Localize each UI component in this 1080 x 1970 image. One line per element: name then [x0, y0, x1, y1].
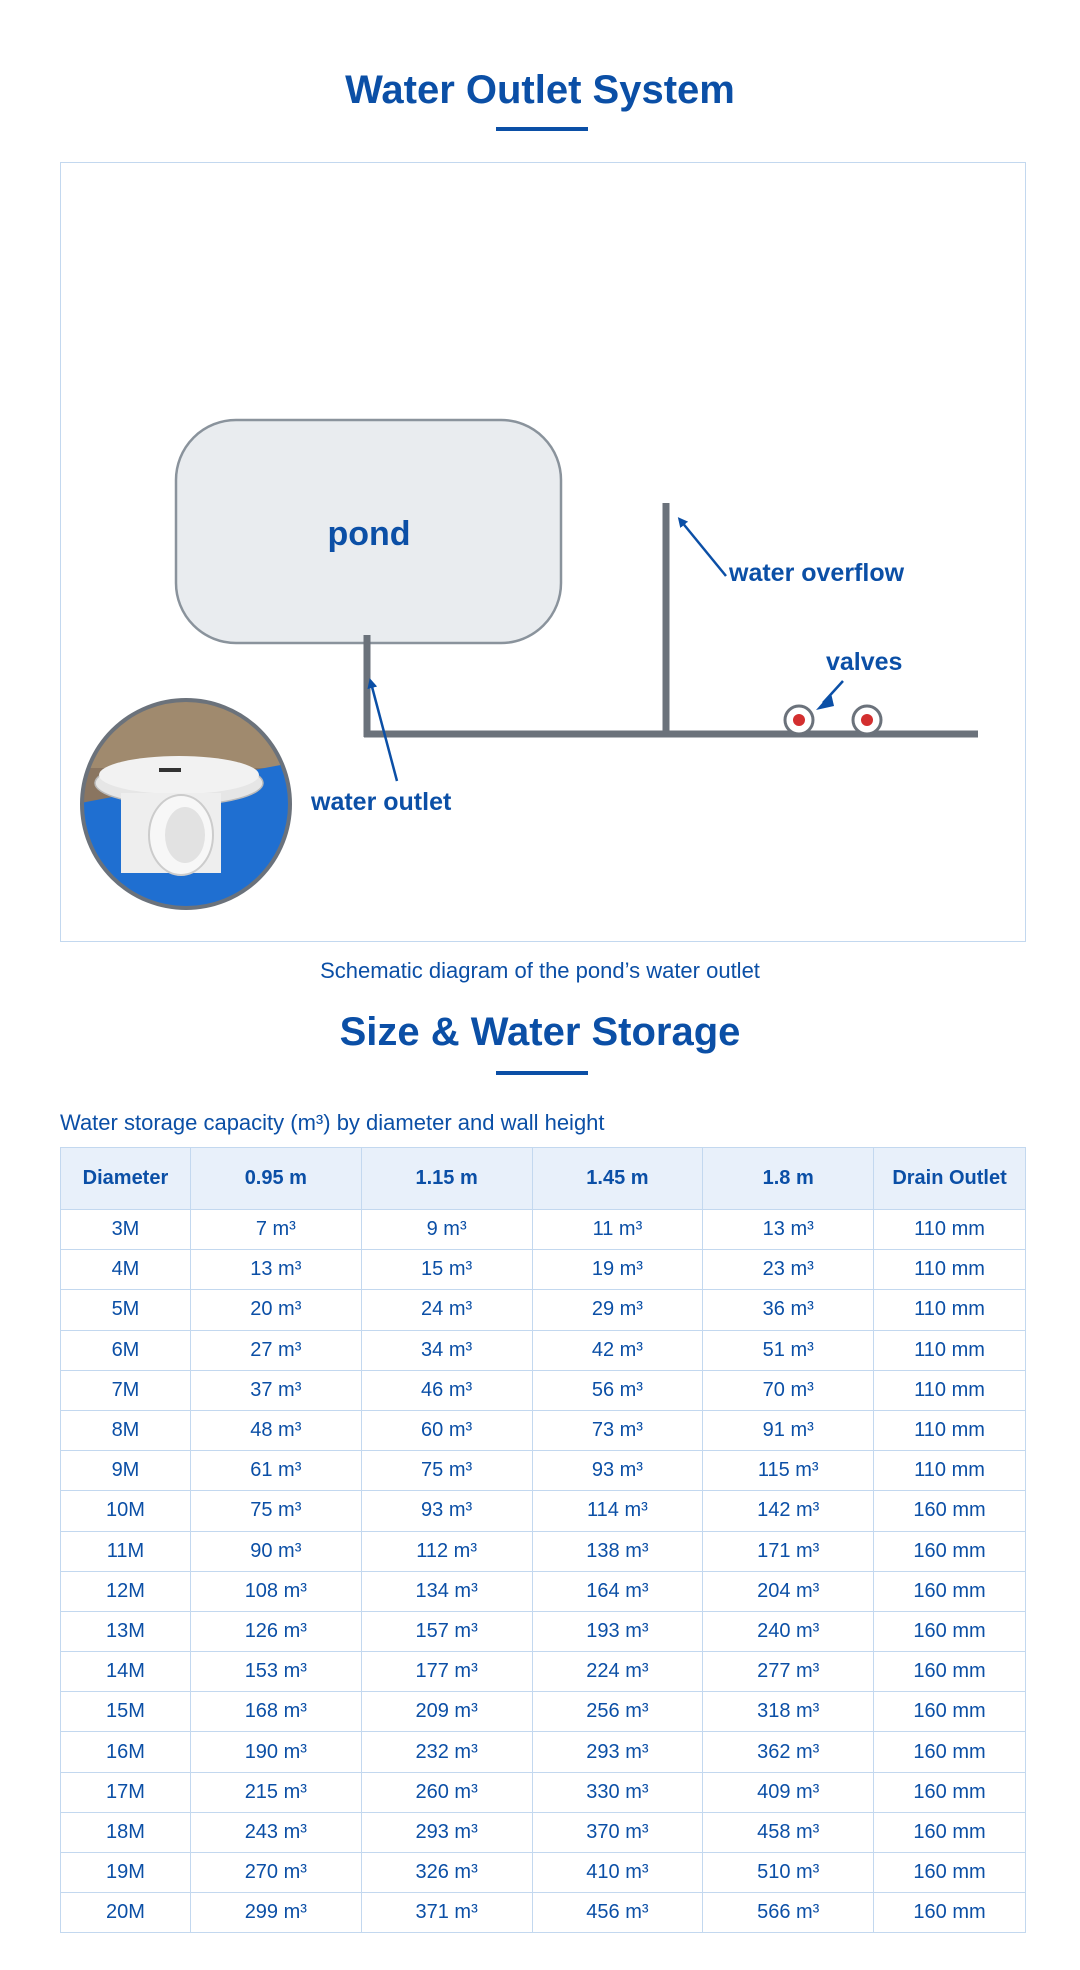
- drain-outlet-cell: 160 mm: [874, 1571, 1026, 1611]
- capacity-115-cell: 209 m³: [361, 1692, 532, 1732]
- outlet-diagram: [60, 162, 1026, 942]
- capacity-095-cell: 126 m³: [190, 1611, 361, 1651]
- table-row: [61, 1531, 1026, 1571]
- capacity-18-cell: 171 m³: [703, 1531, 874, 1571]
- capacity-115-cell: 93 m³: [361, 1491, 532, 1531]
- title-underline: [496, 1071, 588, 1075]
- capacity-145-cell: 42 m³: [532, 1330, 703, 1370]
- capacity-095-cell: 61 m³: [190, 1451, 361, 1491]
- capacity-18-cell: 91 m³: [703, 1410, 874, 1450]
- table-header-row: [61, 1148, 1026, 1210]
- diameter-cell: 12M: [61, 1571, 191, 1611]
- capacity-115-cell: 177 m³: [361, 1652, 532, 1692]
- table-row: [61, 1812, 1026, 1852]
- outlet-section-title: Water Outlet System: [345, 68, 735, 112]
- capacity-18-cell: 23 m³: [703, 1250, 874, 1290]
- drain-outlet-cell: 160 mm: [874, 1652, 1026, 1692]
- capacity-18-cell: 318 m³: [703, 1692, 874, 1732]
- capacity-115-cell: 60 m³: [361, 1410, 532, 1450]
- valves-label: valves: [826, 648, 903, 676]
- capacity-18-cell: 362 m³: [703, 1732, 874, 1772]
- water-overflow-label: water overflow: [729, 559, 905, 587]
- table-row: [61, 1451, 1026, 1491]
- capacity-095-cell: 20 m³: [190, 1290, 361, 1330]
- table-row: [61, 1370, 1026, 1410]
- drain-outlet-cell: 160 mm: [874, 1893, 1026, 1933]
- table-row: [61, 1853, 1026, 1893]
- header-diameter: Diameter: [61, 1148, 191, 1210]
- capacity-115-cell: 9 m³: [361, 1210, 532, 1250]
- table-caption: Water storage capacity (m³) by diameter and wall height: [60, 1110, 605, 1135]
- outlet-diagram-svg: [61, 163, 1027, 943]
- capacity-095-cell: 48 m³: [190, 1410, 361, 1450]
- capacity-145-cell: 330 m³: [532, 1772, 703, 1812]
- drain-outlet-cell: 160 mm: [874, 1772, 1026, 1812]
- table-row: [61, 1410, 1026, 1450]
- diameter-cell: 7M: [61, 1370, 191, 1410]
- capacity-18-cell: 510 m³: [703, 1853, 874, 1893]
- capacity-115-cell: 15 m³: [361, 1250, 532, 1290]
- capacity-115-cell: 157 m³: [361, 1611, 532, 1651]
- table-row: [61, 1732, 1026, 1772]
- capacity-18-cell: 409 m³: [703, 1772, 874, 1812]
- capacity-145-cell: 19 m³: [532, 1250, 703, 1290]
- capacity-18-cell: 204 m³: [703, 1571, 874, 1611]
- capacity-115-cell: 34 m³: [361, 1330, 532, 1370]
- drain-outlet-cell: 160 mm: [874, 1692, 1026, 1732]
- diameter-cell: 11M: [61, 1531, 191, 1571]
- table-row: [61, 1491, 1026, 1531]
- table-row: [61, 1250, 1026, 1290]
- header-height-18: 1.8 m: [703, 1148, 874, 1210]
- diameter-cell: 5M: [61, 1290, 191, 1330]
- drain-outlet-cell: 160 mm: [874, 1611, 1026, 1651]
- capacity-145-cell: 410 m³: [532, 1853, 703, 1893]
- capacity-095-cell: 190 m³: [190, 1732, 361, 1772]
- diameter-cell: 17M: [61, 1772, 191, 1812]
- valves-arrow-head: [816, 693, 834, 710]
- drain-outlet-cell: 110 mm: [874, 1330, 1026, 1370]
- capacity-145-cell: 56 m³: [532, 1370, 703, 1410]
- table-row: [61, 1571, 1026, 1611]
- capacity-145-cell: 114 m³: [532, 1491, 703, 1531]
- drain-outlet-cell: 160 mm: [874, 1812, 1026, 1852]
- valve-2: [853, 706, 881, 734]
- diameter-cell: 13M: [61, 1611, 191, 1651]
- drain-outlet-cell: 110 mm: [874, 1290, 1026, 1330]
- capacity-145-cell: 256 m³: [532, 1692, 703, 1732]
- header-height-145: 1.45 m: [532, 1148, 703, 1210]
- diameter-cell: 10M: [61, 1491, 191, 1531]
- capacity-095-cell: 13 m³: [190, 1250, 361, 1290]
- capacity-145-cell: 370 m³: [532, 1812, 703, 1852]
- table-row: [61, 1893, 1026, 1933]
- capacity-18-cell: 277 m³: [703, 1652, 874, 1692]
- table-row: [61, 1692, 1026, 1732]
- capacity-095-cell: 153 m³: [190, 1652, 361, 1692]
- capacity-095-cell: 270 m³: [190, 1853, 361, 1893]
- drain-outlet-cell: 160 mm: [874, 1732, 1026, 1772]
- capacity-115-cell: 112 m³: [361, 1531, 532, 1571]
- capacity-095-cell: 27 m³: [190, 1330, 361, 1370]
- capacity-18-cell: 115 m³: [703, 1451, 874, 1491]
- capacity-115-cell: 371 m³: [361, 1893, 532, 1933]
- table-row: [61, 1330, 1026, 1370]
- capacity-095-cell: 75 m³: [190, 1491, 361, 1531]
- capacity-115-cell: 232 m³: [361, 1732, 532, 1772]
- header-drain-outlet: Drain Outlet: [874, 1148, 1026, 1210]
- table-row: [61, 1290, 1026, 1330]
- capacity-095-cell: 90 m³: [190, 1531, 361, 1571]
- capacity-145-cell: 93 m³: [532, 1451, 703, 1491]
- capacity-115-cell: 24 m³: [361, 1290, 532, 1330]
- capacity-18-cell: 51 m³: [703, 1330, 874, 1370]
- diagram-caption: Schematic diagram of the pond’s water outlet: [320, 958, 760, 983]
- header-height-115: 1.15 m: [361, 1148, 532, 1210]
- diameter-cell: 9M: [61, 1451, 191, 1491]
- storage-table: [60, 1147, 1026, 1933]
- capacity-18-cell: 70 m³: [703, 1370, 874, 1410]
- table-row: [61, 1611, 1026, 1651]
- drain-outlet-cell: 160 mm: [874, 1531, 1026, 1571]
- capacity-18-cell: 13 m³: [703, 1210, 874, 1250]
- drain-outlet-cell: 110 mm: [874, 1250, 1026, 1290]
- capacity-115-cell: 75 m³: [361, 1451, 532, 1491]
- capacity-115-cell: 326 m³: [361, 1853, 532, 1893]
- diameter-cell: 20M: [61, 1893, 191, 1933]
- capacity-115-cell: 260 m³: [361, 1772, 532, 1812]
- capacity-18-cell: 36 m³: [703, 1290, 874, 1330]
- diameter-cell: 14M: [61, 1652, 191, 1692]
- capacity-18-cell: 566 m³: [703, 1893, 874, 1933]
- capacity-145-cell: 456 m³: [532, 1893, 703, 1933]
- table-row: [61, 1210, 1026, 1250]
- diameter-cell: 19M: [61, 1853, 191, 1893]
- capacity-095-cell: 299 m³: [190, 1893, 361, 1933]
- header-height-095: 0.95 m: [190, 1148, 361, 1210]
- capacity-18-cell: 458 m³: [703, 1812, 874, 1852]
- capacity-145-cell: 11 m³: [532, 1210, 703, 1250]
- capacity-095-cell: 108 m³: [190, 1571, 361, 1611]
- capacity-145-cell: 224 m³: [532, 1652, 703, 1692]
- drain-outlet-cell: 160 mm: [874, 1853, 1026, 1893]
- water-outlet-label: water outlet: [311, 788, 452, 816]
- diameter-cell: 16M: [61, 1732, 191, 1772]
- diameter-cell: 4M: [61, 1250, 191, 1290]
- diameter-cell: 3M: [61, 1210, 191, 1250]
- capacity-145-cell: 73 m³: [532, 1410, 703, 1450]
- capacity-145-cell: 164 m³: [532, 1571, 703, 1611]
- capacity-115-cell: 46 m³: [361, 1370, 532, 1410]
- capacity-095-cell: 37 m³: [190, 1370, 361, 1410]
- capacity-145-cell: 138 m³: [532, 1531, 703, 1571]
- table-body: [61, 1210, 1026, 1933]
- drain-outlet-cell: 110 mm: [874, 1451, 1026, 1491]
- drain-outlet-cell: 160 mm: [874, 1491, 1026, 1531]
- capacity-145-cell: 293 m³: [532, 1732, 703, 1772]
- diameter-cell: 6M: [61, 1330, 191, 1370]
- title-underline: [496, 127, 588, 131]
- pond-label: pond: [327, 515, 411, 553]
- capacity-145-cell: 193 m³: [532, 1611, 703, 1651]
- storage-section-title: Size & Water Storage: [339, 1010, 741, 1054]
- capacity-095-cell: 168 m³: [190, 1692, 361, 1732]
- drain-outlet-cell: 110 mm: [874, 1210, 1026, 1250]
- table-row: [61, 1652, 1026, 1692]
- table-row: [61, 1772, 1026, 1812]
- diameter-cell: 18M: [61, 1812, 191, 1852]
- valve-1: [785, 706, 813, 734]
- capacity-18-cell: 142 m³: [703, 1491, 874, 1531]
- drain-fitting-photo: [81, 698, 291, 908]
- capacity-095-cell: 7 m³: [190, 1210, 361, 1250]
- drain-outlet-cell: 110 mm: [874, 1370, 1026, 1410]
- capacity-145-cell: 29 m³: [532, 1290, 703, 1330]
- capacity-115-cell: 293 m³: [361, 1812, 532, 1852]
- diameter-cell: 15M: [61, 1692, 191, 1732]
- capacity-18-cell: 240 m³: [703, 1611, 874, 1651]
- capacity-095-cell: 243 m³: [190, 1812, 361, 1852]
- capacity-095-cell: 215 m³: [190, 1772, 361, 1812]
- drain-outlet-cell: 110 mm: [874, 1410, 1026, 1450]
- overflow-arrow: [681, 521, 726, 576]
- diameter-cell: 8M: [61, 1410, 191, 1450]
- capacity-115-cell: 134 m³: [361, 1571, 532, 1611]
